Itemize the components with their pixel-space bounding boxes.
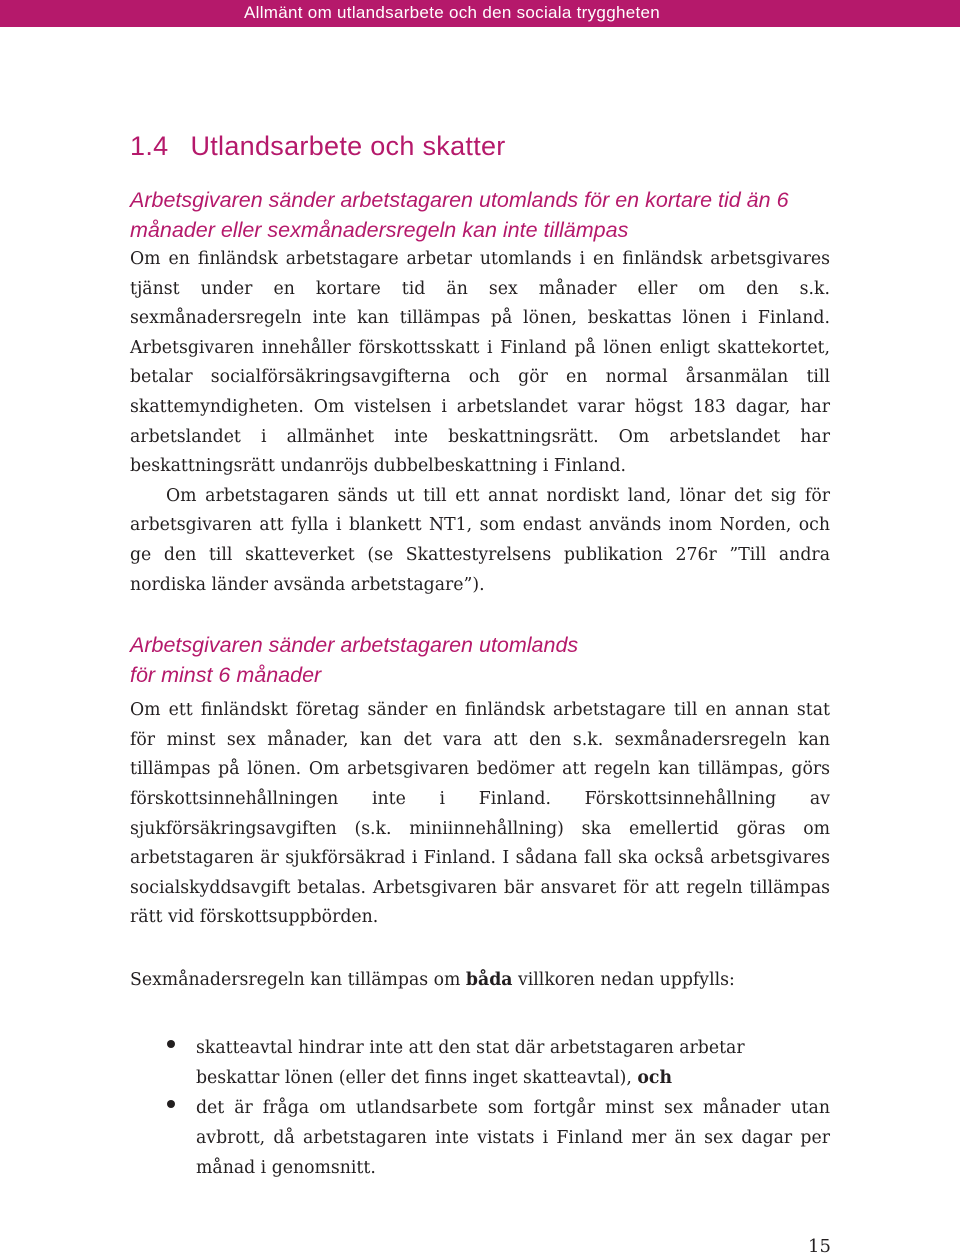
running-header-bar [0, 0, 960, 27]
section-number: 1.4 [130, 131, 169, 161]
condition-bold-och: och [637, 1068, 673, 1089]
intro-bold-word: båda [465, 969, 513, 990]
paragraph-short-assignment-taxation: Om en finländsk arbetstagare arbetar utomlands i en finländsk arbetsgivares tjänst under en kortare tid än sex månader eller om den s.k. sexmånadersregeln inte kan tillämpas på lönen, beskattas lönen i Finland. Arbetsgivaren innehåller förskottsskatt i Finland på lönen enligt skattekortet, betalar socialförsäkringsavgifterna och gör en normal årsanmälan till skattemyndigheten. Om vistelsen i arbetslandet varar högst 183 dagar, har arbetslandet i allmänhet inte beskattningsrätt. Om arbetslandet har beskattningsrätt undanröjs dubbelbeskattning i Finland. [130, 249, 830, 477]
condition-text: skatteavtal hindrar inte att den stat där arbetstagaren arbetar beskattar lönen (eller det finns inget skatteavtal), [196, 1038, 745, 1089]
paragraph-conditions-intro [130, 966, 830, 996]
condition-item [130, 1093, 830, 1183]
subheading-short-assignment: Arbetsgivaren sänder arbetstagaren utomlands för en kortare tid än 6 månader eller sexmånadersregeln kan inte tillämpas [130, 188, 789, 242]
page-content [130, 125, 830, 1183]
running-header-title: Allmänt om utlandsarbete och den sociala tryggheten [244, 3, 660, 22]
bullet-icon [167, 1100, 175, 1108]
paragraph-nordic-nt1-form: Om arbetstagaren sänds ut till ett annat nordiskt land, lönar det sig för arbetsgivaren att fylla i blankett NT1, som endast används inom Norden, och ge den till skatteverket (se Skattestyrelsens publikation 276r ”Till andra nordiska länder avsända arbetstagare”). [130, 485, 830, 595]
subheading-long-assignment [130, 630, 830, 690]
conditions-list [130, 1033, 830, 1183]
subheading-long-line1: Arbetsgivaren sänder arbetstagaren utomlands [130, 633, 579, 658]
condition-text: det är fråga om utlandsarbete som fortgår minst sex månader utan avbrott, då arbetstagaren inte vistats i Finland mer än sex dagar per månad i genomsnitt. [196, 1098, 830, 1179]
condition-item [130, 1033, 830, 1093]
intro-text-after: villkoren nedan uppfylls: [517, 969, 735, 990]
intro-text-before: Sexmånadersregeln kan tillämpas om [130, 969, 461, 990]
section-heading [130, 125, 830, 167]
page-number: 15 [808, 1236, 831, 1257]
paragraph-six-month-rule: Om ett finländskt företag sänder en finländsk arbetstagare till en annan stat för minst sex månader, kan det vara att den s.k. sexmånadersregeln kan tillämpas på lönen. Om arbetsgivaren bedömer att regeln kan tillämpas, görs förskottsinnehållningen inte i Finland. Förskottsinnehållning av sjukförsäkringsavgiften (s.k. miniinnehållning) ska emellertid göras om arbetstagaren är sjukförsäkrad i Finland. I sådana fall ska också arbetsgivares socialskyddsavgift betalas. Arbetsgivaren bär ansvaret för att regeln tillämpas rätt vid förskottsuppbörden. [130, 700, 830, 928]
subheading-long-line2: för minst 6 månader [130, 663, 322, 688]
bullet-icon [167, 1040, 175, 1048]
section-title: Utlandsarbete och skatter [190, 131, 506, 161]
